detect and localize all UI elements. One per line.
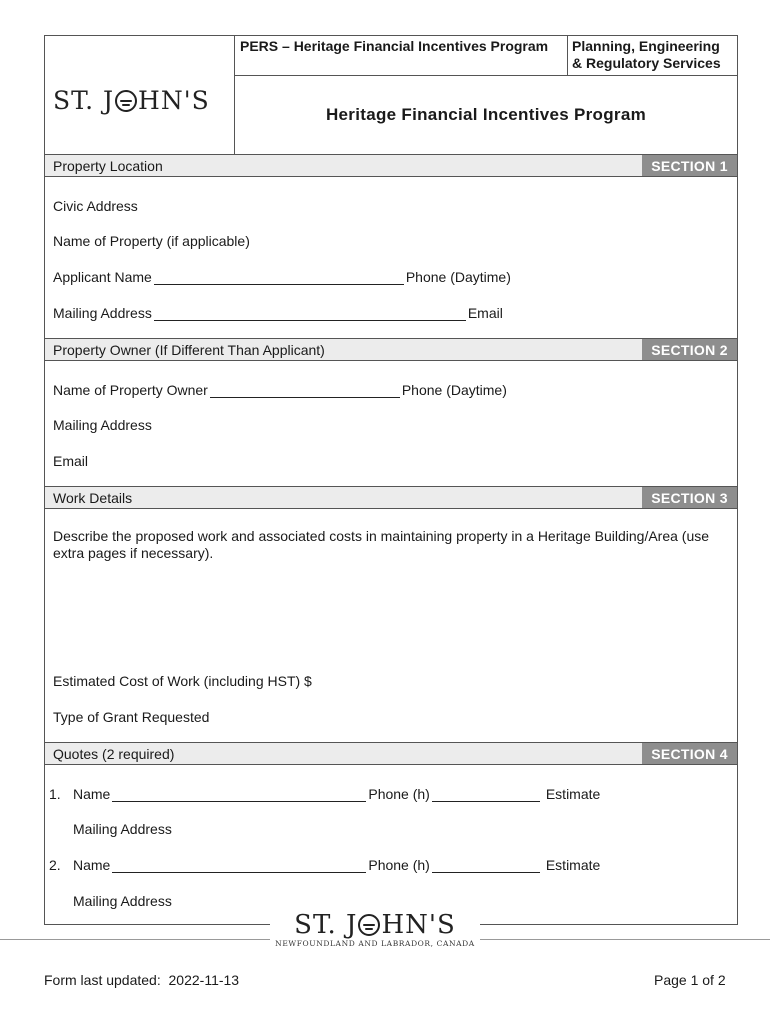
owner-mailing-row [53,415,729,433]
section-3-label: Work Details [53,490,133,506]
footer-logo-wordmark: ST. J HN'S [294,910,456,940]
owner-name-label: Name of Property Owner [53,382,208,398]
program-code: PERS – Heritage Financial Incentives Program [235,36,568,76]
department-name: Planning, Engineering & Regulatory Services [568,36,737,76]
section-1-tag: SECTION 1 [642,155,737,176]
quote-2-phone-label: Phone (h) [368,857,430,873]
quote-1-mailing-row [73,819,729,837]
quote-2-mailing-row [73,891,729,909]
section-2-tag: SECTION 2 [642,339,737,360]
owner-row [53,380,729,398]
applicant-row [53,267,729,285]
quote-1-name-field[interactable] [112,788,366,802]
civic-address-label: Civic Address [53,198,138,214]
form-updated [44,972,239,988]
applicant-email-label: Email [467,305,503,321]
section-4-header [45,742,737,765]
quote-1-phone-label: Phone (h) [368,786,430,802]
quote-1-name-label: Name [73,786,111,802]
form-updated-label: Form last updated: [44,972,161,988]
city-logo [45,36,235,154]
work-description-prompt: Describe the proposed work and associated costs in maintaining property in a Heritage Building/Area (use extra pages if necessary). [53,528,710,561]
estimated-cost-row [53,671,729,689]
grant-type-row [53,707,729,725]
quote-2-estimate-label: Estimate [545,857,601,873]
section-1-label: Property Location [53,158,163,174]
quote-1-phone-field[interactable] [432,788,540,802]
quote-1-mailing-label: Mailing Address [73,821,172,837]
logo-o-emblem-icon [115,90,137,112]
quote-2-name-label: Name [73,857,111,873]
grant-type-label: Type of Grant Requested [53,709,210,725]
form-updated-date: 2022-11-13 [168,972,240,988]
quote-2-number: 2. [49,857,61,873]
footer-logo [270,908,480,948]
quote-1-row [49,784,729,802]
owner-name-field[interactable] [210,384,400,398]
property-name-label: Name of Property (if applicable) [53,233,250,249]
applicant-mailing-row [53,303,729,321]
quote-2-name-field[interactable] [112,859,366,873]
form-title: Heritage Financial Incentives Program [325,105,647,124]
applicant-mailing-field[interactable] [154,307,466,321]
owner-phone-label: Phone (Daytime) [401,382,507,398]
footer-logo-tagline: NEWFOUNDLAND AND LABRADOR, CANADA [275,939,475,948]
estimated-cost-label: Estimated Cost of Work (including HST) $ [53,673,312,689]
quote-1-estimate-label: Estimate [545,786,601,802]
quote-2-row [49,855,729,873]
section-1-header [45,154,737,177]
civic-address-row [53,196,729,214]
form-frame [44,35,738,925]
quote-2-phone-field[interactable] [432,859,540,873]
section-4-label: Quotes (2 required) [53,746,175,762]
applicant-name-field[interactable] [154,271,404,285]
quote-1-number: 1. [49,786,61,802]
footer-logo-o-emblem-icon [358,914,380,936]
owner-email-label: Email [53,453,89,469]
applicant-phone-label: Phone (Daytime) [405,269,511,285]
page-number: Page 1 of 2 [654,972,726,988]
applicant-mailing-label: Mailing Address [53,305,152,321]
section-3-tag: SECTION 3 [642,487,737,508]
section-4-tag: SECTION 4 [642,743,737,764]
applicant-name-label: Applicant Name [53,269,152,285]
owner-email-row [53,451,729,469]
owner-mailing-label: Mailing Address [53,417,152,433]
quote-2-mailing-label: Mailing Address [73,893,172,909]
logo-wordmark: ST. J HN'S [53,86,210,115]
section-2-label: Property Owner (If Different Than Applicant) [53,342,325,358]
section-3-header [45,486,737,509]
property-name-row [53,231,729,249]
section-2-header [45,338,737,361]
